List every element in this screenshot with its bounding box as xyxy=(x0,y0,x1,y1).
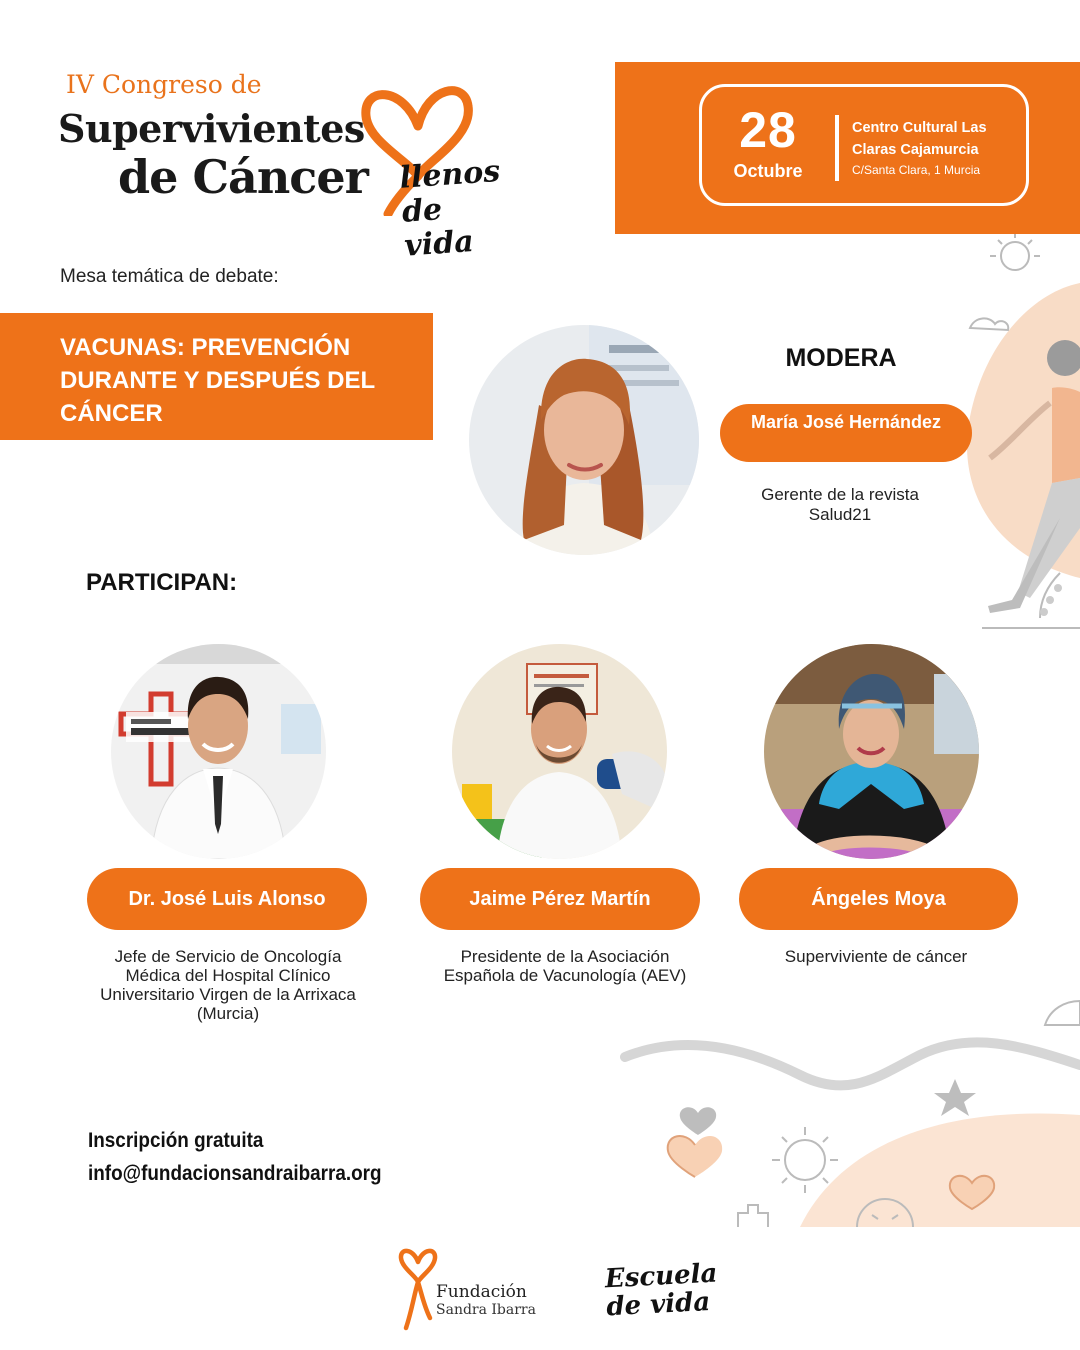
moderator-photo xyxy=(469,325,699,555)
participant-photo-2 xyxy=(452,644,667,859)
participant-role-1: Jefe de Servicio de Oncología Médica del Hospital Clínico Universitario Virgen de la Arrixaca (Murcia) xyxy=(100,947,356,1023)
escuela-de-vida-logo: Escuela de vida xyxy=(604,1258,719,1323)
date-divider xyxy=(835,115,839,181)
registration-info xyxy=(88,1124,382,1190)
congress-title-line1: Supervivientes xyxy=(58,106,365,151)
participant-photo-3 xyxy=(764,644,979,859)
participant-name-3: Ángeles Moya xyxy=(739,868,1018,930)
registration-label: Inscripción gratuita xyxy=(88,1129,264,1152)
participant-name-2: Jaime Pérez Martín xyxy=(420,868,700,930)
session-label: Mesa temática de debate: xyxy=(60,266,279,287)
moderator-name: María José Hernández xyxy=(720,404,972,462)
bottom-doodles-illustration xyxy=(620,995,1080,1227)
congress-logo xyxy=(58,66,518,264)
participant-role-3: Superviviente de cáncer xyxy=(784,947,968,966)
participant-photo-1 xyxy=(111,644,326,859)
congress-title-line2: de Cáncer xyxy=(118,150,368,204)
congress-edition: IV Congreso de xyxy=(66,70,262,99)
moderator-role: Gerente de la revista Salud21 xyxy=(761,485,919,524)
event-month: Octubre xyxy=(733,161,803,181)
venue-address: C/Santa Clara, 1 Murcia xyxy=(852,163,981,177)
fundacion-logo xyxy=(396,1240,556,1330)
event-info-panel xyxy=(615,62,1080,234)
walking-woman-illustration xyxy=(960,228,1080,638)
event-day: 28 xyxy=(739,102,797,158)
participant-name-1: Dr. José Luis Alonso xyxy=(87,868,367,930)
registration-email[interactable]: info@fundacionsandraibarra.org xyxy=(88,1162,382,1185)
session-topic: VACUNAS: PREVENCIÓN DURANTE Y DESPUÉS DEL CÁNCER xyxy=(60,334,375,427)
orange-ribbon-heart-icon xyxy=(396,1240,440,1332)
participants-section-title: PARTICIPAN: xyxy=(86,569,238,596)
org-name-line1: Fundación xyxy=(436,1282,527,1302)
org-name-line2: Sandra Ibarra xyxy=(436,1302,536,1318)
congress-tagline: llenos de vida xyxy=(398,153,502,264)
venue-name: Centro Cultural Las Claras Cajamurcia xyxy=(852,120,987,158)
topic-banner xyxy=(0,313,433,440)
event-info-frame xyxy=(699,84,1029,206)
moderator-section-title: MODERA xyxy=(785,344,897,372)
participant-role-2: Presidente de la Asociación Española de Vacunología (AEV) xyxy=(443,947,687,985)
